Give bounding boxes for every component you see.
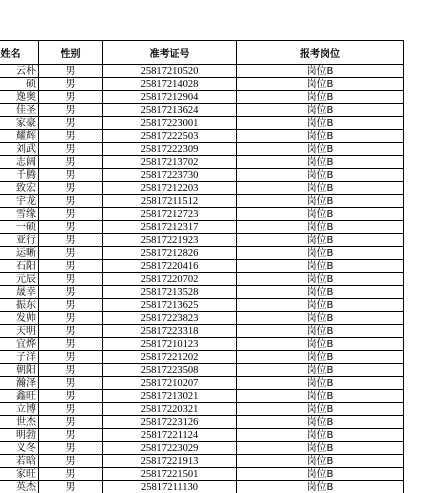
table-row <box>0 143 404 156</box>
cell-exam-number: 25817212723 <box>103 208 237 221</box>
cell-gender: 男 <box>39 351 103 364</box>
cell-gender: 男 <box>39 104 103 117</box>
cell-gender: 男 <box>39 325 103 338</box>
header-exam-number: 准考证号 <box>103 41 237 65</box>
cell-gender: 男 <box>39 247 103 260</box>
cell-gender: 男 <box>39 416 103 429</box>
cell-name: 石阳 <box>0 260 39 273</box>
table-row <box>0 65 404 78</box>
cell-name: 元辰 <box>0 273 39 286</box>
cell-exam-number: 25817222309 <box>103 143 237 156</box>
cell-position: 岗位B <box>237 273 404 286</box>
table-row <box>0 312 404 325</box>
cell-name: 世杰 <box>0 416 39 429</box>
cell-exam-number: 25817223730 <box>103 169 237 182</box>
cell-position: 岗位B <box>237 104 404 117</box>
table-body <box>0 65 404 493</box>
cell-exam-number: 25817221923 <box>103 234 237 247</box>
cell-position: 岗位B <box>237 455 404 468</box>
table-row <box>0 299 404 312</box>
cell-exam-number: 25817212826 <box>103 247 237 260</box>
cell-exam-number: 25817221501 <box>103 468 237 481</box>
table-row <box>0 117 404 130</box>
cell-exam-number: 25817223001 <box>103 117 237 130</box>
cell-name: 硕 <box>0 78 39 91</box>
cell-name: 天明 <box>0 325 39 338</box>
cell-name: 立博 <box>0 403 39 416</box>
cell-position: 岗位B <box>237 325 404 338</box>
cell-position: 岗位B <box>237 156 404 169</box>
cell-position: 岗位B <box>237 78 404 91</box>
cell-gender: 男 <box>39 442 103 455</box>
cell-position: 岗位B <box>237 208 404 221</box>
table-row <box>0 78 404 91</box>
cell-name: 若晗 <box>0 455 39 468</box>
cell-exam-number: 25817222503 <box>103 130 237 143</box>
cell-gender: 男 <box>39 481 103 493</box>
table-row <box>0 104 404 117</box>
cell-name: 宜烨 <box>0 338 39 351</box>
table-row <box>0 455 404 468</box>
cell-position: 岗位B <box>237 260 404 273</box>
cell-name: 瀚泽 <box>0 377 39 390</box>
cell-exam-number: 25817221913 <box>103 455 237 468</box>
cell-gender: 男 <box>39 130 103 143</box>
cell-name: 一硕 <box>0 221 39 234</box>
cell-name: 明勃 <box>0 429 39 442</box>
cell-position: 岗位B <box>237 390 404 403</box>
cell-exam-number: 25817210520 <box>103 65 237 78</box>
cell-name: 家豪 <box>0 117 39 130</box>
table-row <box>0 286 404 299</box>
table-header-row <box>0 41 404 65</box>
cell-exam-number: 25817220702 <box>103 273 237 286</box>
table-row <box>0 247 404 260</box>
cell-position: 岗位B <box>237 247 404 260</box>
cell-position: 岗位B <box>237 286 404 299</box>
table-row <box>0 481 404 493</box>
cell-position: 岗位B <box>237 312 404 325</box>
cell-gender: 男 <box>39 143 103 156</box>
cell-gender: 男 <box>39 429 103 442</box>
cell-position: 岗位B <box>237 377 404 390</box>
cell-position: 岗位B <box>237 416 404 429</box>
cell-gender: 男 <box>39 286 103 299</box>
cell-gender: 男 <box>39 234 103 247</box>
cell-exam-number: 25817213625 <box>103 299 237 312</box>
table-row <box>0 364 404 377</box>
cell-gender: 男 <box>39 390 103 403</box>
cell-position: 岗位B <box>237 403 404 416</box>
cell-name: 千腾 <box>0 169 39 182</box>
table-row <box>0 182 404 195</box>
table-row <box>0 130 404 143</box>
cell-name: 朝阳 <box>0 364 39 377</box>
table-row <box>0 156 404 169</box>
cell-exam-number: 25817211512 <box>103 195 237 208</box>
cell-exam-number: 25817220416 <box>103 260 237 273</box>
cell-name: 致宏 <box>0 182 39 195</box>
cell-name: 耀辉 <box>0 130 39 143</box>
cell-gender: 男 <box>39 195 103 208</box>
cell-name: 志阔 <box>0 156 39 169</box>
table-row <box>0 91 404 104</box>
cell-name: 亚行 <box>0 234 39 247</box>
cell-position: 岗位B <box>237 182 404 195</box>
cell-name: 佳圣 <box>0 104 39 117</box>
cell-gender: 男 <box>39 91 103 104</box>
cell-position: 岗位B <box>237 351 404 364</box>
cell-position: 岗位B <box>237 169 404 182</box>
cell-position: 岗位B <box>237 468 404 481</box>
cell-position: 岗位B <box>237 429 404 442</box>
table-row <box>0 221 404 234</box>
cell-exam-number: 25817210207 <box>103 377 237 390</box>
cell-gender: 男 <box>39 468 103 481</box>
cell-name: 家旺 <box>0 468 39 481</box>
cell-gender: 男 <box>39 156 103 169</box>
header-position: 报考岗位 <box>237 41 404 65</box>
table-row <box>0 208 404 221</box>
header-name: 姓名 <box>0 41 39 65</box>
cell-name: 刘武 <box>0 143 39 156</box>
cell-position: 岗位B <box>237 195 404 208</box>
table-row <box>0 325 404 338</box>
cell-exam-number: 25817221202 <box>103 351 237 364</box>
cell-gender: 男 <box>39 65 103 78</box>
cell-position: 岗位B <box>237 299 404 312</box>
cell-name: 鑫旺 <box>0 390 39 403</box>
cell-gender: 男 <box>39 299 103 312</box>
cell-gender: 男 <box>39 117 103 130</box>
cell-gender: 男 <box>39 338 103 351</box>
table-row <box>0 377 404 390</box>
header-gender: 性别 <box>39 41 103 65</box>
cell-name: 子洋 <box>0 351 39 364</box>
cell-position: 岗位B <box>237 234 404 247</box>
cell-exam-number: 25817212904 <box>103 91 237 104</box>
table-row <box>0 273 404 286</box>
cell-position: 岗位B <box>237 117 404 130</box>
cell-exam-number: 25817214028 <box>103 78 237 91</box>
table-row <box>0 351 404 364</box>
cell-exam-number: 25817213624 <box>103 104 237 117</box>
cell-exam-number: 25817220321 <box>103 403 237 416</box>
cell-name: 运晰 <box>0 247 39 260</box>
cell-exam-number: 25817223029 <box>103 442 237 455</box>
candidate-table <box>0 40 404 493</box>
cell-name: 振东 <box>0 299 39 312</box>
table-row <box>0 169 404 182</box>
cell-name: 雪缘 <box>0 208 39 221</box>
cell-exam-number: 25817210123 <box>103 338 237 351</box>
table-row <box>0 416 404 429</box>
cell-name: 宇龙 <box>0 195 39 208</box>
cell-position: 岗位B <box>237 221 404 234</box>
cell-position: 岗位B <box>237 364 404 377</box>
cell-position: 岗位B <box>237 65 404 78</box>
cell-gender: 男 <box>39 169 103 182</box>
cell-position: 岗位B <box>237 338 404 351</box>
cell-exam-number: 25817213528 <box>103 286 237 299</box>
cell-gender: 男 <box>39 455 103 468</box>
cell-gender: 男 <box>39 208 103 221</box>
cell-gender: 男 <box>39 182 103 195</box>
table-row <box>0 390 404 403</box>
cell-name: 逸奥 <box>0 91 39 104</box>
cell-name: 云朴 <box>0 65 39 78</box>
cell-position: 岗位B <box>237 130 404 143</box>
cell-exam-number: 25817211130 <box>103 481 237 493</box>
table-row <box>0 195 404 208</box>
cell-gender: 男 <box>39 312 103 325</box>
cell-position: 岗位B <box>237 91 404 104</box>
cell-position: 岗位B <box>237 481 404 493</box>
table-row <box>0 260 404 273</box>
cell-position: 岗位B <box>237 442 404 455</box>
cell-name: 晟幸 <box>0 286 39 299</box>
cell-gender: 男 <box>39 78 103 91</box>
table-row <box>0 468 404 481</box>
table-row <box>0 234 404 247</box>
cell-gender: 男 <box>39 377 103 390</box>
cell-exam-number: 25817213021 <box>103 390 237 403</box>
cell-name: 发帅 <box>0 312 39 325</box>
cell-gender: 男 <box>39 403 103 416</box>
table-row <box>0 338 404 351</box>
cell-gender: 男 <box>39 273 103 286</box>
cell-position: 岗位B <box>237 143 404 156</box>
cell-exam-number: 25817221124 <box>103 429 237 442</box>
table-row <box>0 403 404 416</box>
cell-exam-number: 25817213702 <box>103 156 237 169</box>
cell-exam-number: 25817212203 <box>103 182 237 195</box>
cell-exam-number: 25817223126 <box>103 416 237 429</box>
cell-exam-number: 25817223508 <box>103 364 237 377</box>
cell-gender: 男 <box>39 260 103 273</box>
cell-name: 英杰 <box>0 481 39 493</box>
table-row <box>0 442 404 455</box>
cell-name: 义冬 <box>0 442 39 455</box>
cell-gender: 男 <box>39 364 103 377</box>
cell-gender: 男 <box>39 221 103 234</box>
cell-exam-number: 25817223823 <box>103 312 237 325</box>
table-row <box>0 429 404 442</box>
cell-exam-number: 25817212317 <box>103 221 237 234</box>
cell-exam-number: 25817223318 <box>103 325 237 338</box>
